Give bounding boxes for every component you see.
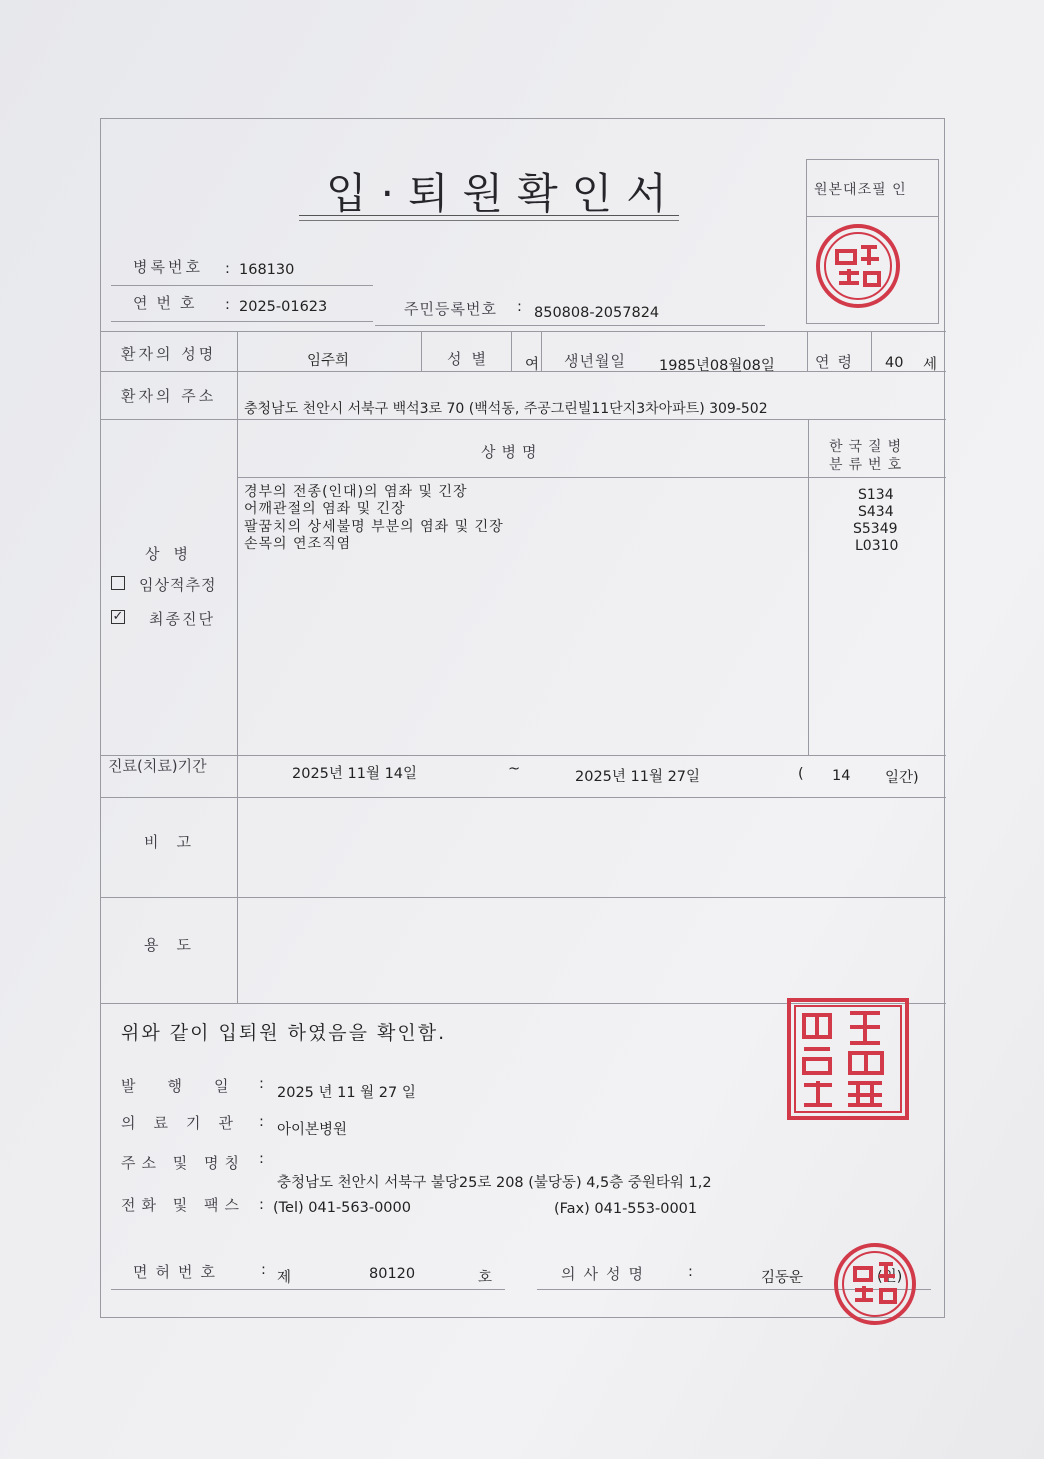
serial-no-value: 2025-01623	[239, 299, 328, 315]
dob-label: 생년월일	[564, 352, 626, 370]
original-copy-seal	[815, 223, 901, 309]
resident-no-value: 850808-2057824	[534, 305, 660, 321]
license-number: 80120	[369, 1266, 416, 1282]
colon: :	[225, 297, 230, 313]
hospital-seal	[786, 997, 910, 1121]
diagnosis-section-label: 상병	[145, 545, 202, 563]
hospital-tel: (Tel) 041-563-0000	[273, 1200, 411, 1216]
resident-no-label: 주민등록번호	[404, 300, 497, 318]
diagnosis-name: 어깨관절의 염좌 및 긴장	[244, 501, 406, 517]
serial-no-label: 연번호	[133, 294, 204, 312]
final-diagnosis-label: 최종진단	[149, 610, 215, 628]
diagnosis-header: 상병명	[481, 443, 543, 461]
issue-date-label: 발행일	[121, 1077, 261, 1095]
diagnosis-name: 손목의 연조직염	[244, 536, 352, 552]
phone-fax-label: 전화 및 팩스	[121, 1196, 245, 1214]
clinical-estimate-label: 임상적추정	[139, 576, 217, 594]
age-unit: 세	[923, 357, 938, 373]
period-label: 진료(치료)기간	[108, 757, 207, 775]
age-value: 40	[885, 355, 904, 371]
license-suffix: 호	[478, 1270, 493, 1286]
institution-label: 의료기관	[121, 1114, 251, 1132]
confirmation-statement: 위와 같이 입퇴원 하였음을 확인함.	[121, 1022, 447, 1044]
code-header-1: 한국질병	[829, 439, 908, 455]
sex-label: 성별	[447, 350, 496, 368]
patient-address: 충청남도 천안시 서북구 백석3로 70 (백석동, 주공그린빌11단지3차아파트) 309-502	[244, 401, 768, 417]
colon: :	[259, 1076, 264, 1092]
diagnosis-code: S434	[858, 504, 894, 520]
clinical-estimate-checkbox[interactable]	[111, 576, 125, 590]
diagnosis-name: 팔꿈치의 상세불명 부분의 염좌 및 긴장	[244, 519, 504, 535]
issue-date: 2025 년 11 월 27 일	[277, 1085, 416, 1101]
dob-value: 1985년08월08일	[659, 358, 775, 374]
colon: :	[259, 1197, 264, 1213]
sex-value: 여	[525, 357, 540, 373]
diagnosis-code: L0310	[855, 538, 899, 554]
period-tilde: ~	[508, 761, 521, 777]
license-prefix: 제	[277, 1270, 292, 1286]
colon: :	[688, 1264, 693, 1280]
period-end: 2025년 11월 27일	[575, 769, 701, 785]
remarks-label: 비고	[144, 833, 209, 851]
license-label: 면허번호	[133, 1263, 223, 1281]
hospital-address: 충청남도 천안시 서북구 불당25로 208 (불당동) 4,5층 중원타워 1,2	[277, 1175, 712, 1191]
diagnosis-code: S5349	[853, 521, 898, 537]
code-header-2: 분류번호	[829, 457, 908, 473]
patient-address-label: 환자의 주소	[121, 387, 217, 405]
colon: :	[259, 1114, 264, 1130]
record-no-value: 168130	[239, 262, 295, 278]
hospital-address-label: 주소 및 명칭	[121, 1154, 245, 1172]
diagnosis-name: 경부의 전종(인대)의 염좌 및 긴장	[244, 484, 468, 500]
period-days: 14	[832, 768, 851, 784]
document-title: 입·퇴원확인서	[326, 169, 681, 218]
patient-name: 임주희	[307, 353, 350, 369]
remarks-field[interactable]	[241, 801, 941, 893]
seal-mark: (인)	[877, 1269, 903, 1285]
colon: :	[517, 299, 522, 315]
colon: :	[259, 1151, 264, 1167]
period-start: 2025년 11월 14일	[292, 766, 418, 782]
age-label: 연령	[815, 353, 860, 371]
record-no-label: 병록번호	[133, 258, 203, 276]
patient-name-label: 환자의 성명	[121, 345, 217, 363]
doctor-label: 의사성명	[561, 1265, 651, 1283]
certificate-form	[100, 118, 945, 1318]
purpose-field[interactable]	[241, 907, 941, 999]
colon: :	[225, 261, 230, 277]
doctor-name: 김동운	[761, 1270, 804, 1286]
period-open-paren: (	[798, 766, 804, 782]
purpose-label: 용도	[144, 936, 209, 954]
hospital-fax: (Fax) 041-553-0001	[554, 1201, 698, 1217]
original-stamp-label: 원본대조필 인	[814, 182, 907, 198]
doctor-seal	[833, 1242, 917, 1326]
final-diagnosis-checkbox[interactable]: ✓	[112, 609, 124, 624]
colon: :	[261, 1262, 266, 1278]
institution-name: 아이본병원	[277, 1122, 348, 1138]
period-days-unit: 일간)	[885, 770, 919, 786]
diagnosis-code: S134	[858, 487, 894, 503]
